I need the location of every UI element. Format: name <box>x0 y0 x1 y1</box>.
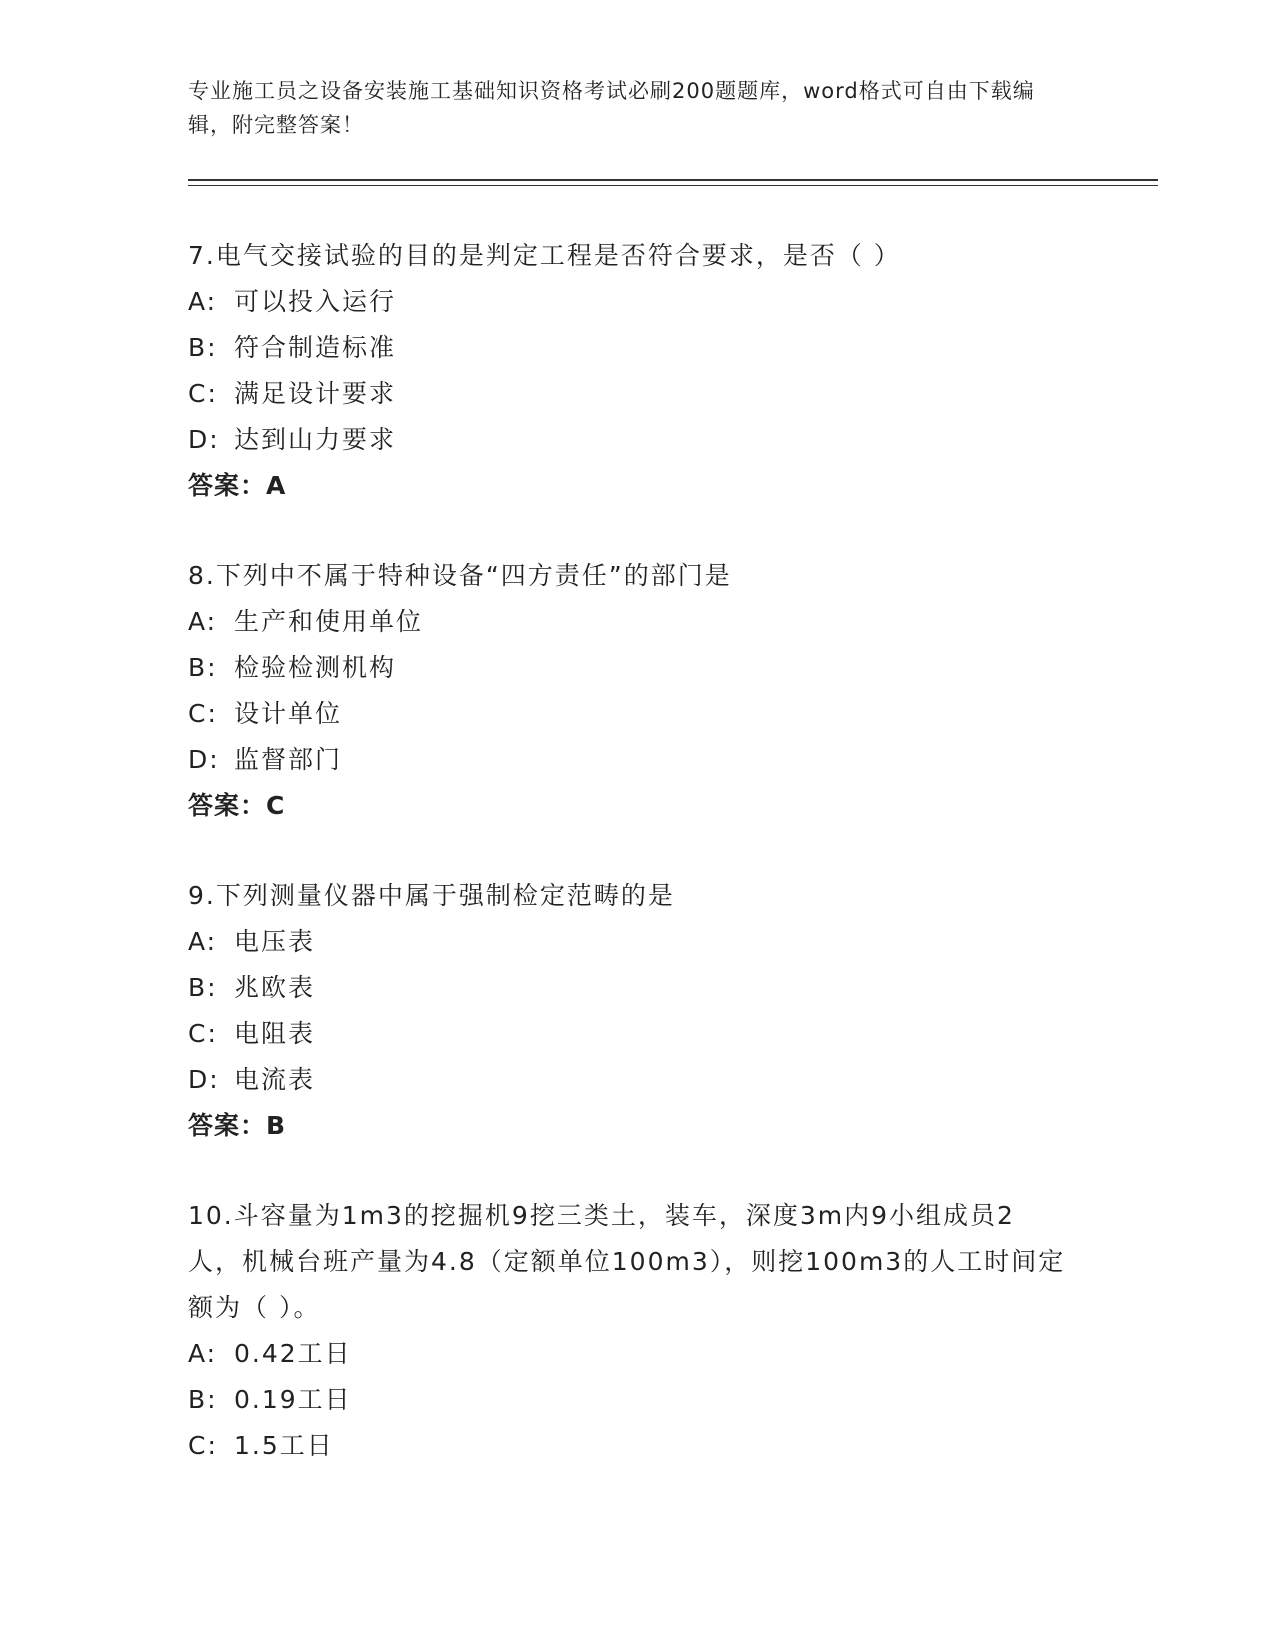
option-b <box>188 325 1068 371</box>
option-b <box>188 965 1068 1011</box>
option-text: 电流表 <box>234 1065 316 1094</box>
header-divider-thick <box>188 179 1158 181</box>
document-header: 专业施工员之设备安装施工基础知识资格考试必刷200题题库，word格式可自由下载编辑，附完整答案！ <box>188 79 1035 137</box>
option-a <box>188 1331 1068 1377</box>
option-b <box>188 645 1068 691</box>
option-a <box>188 919 1068 965</box>
option-c <box>188 371 1068 417</box>
question-title: 7.电气交接试验的目的是判定工程是否符合要求，是否（ ） <box>188 241 901 270</box>
option-letter: B: <box>188 973 218 1002</box>
option-a <box>188 279 1068 325</box>
option-text: 监督部门 <box>234 745 343 774</box>
option-letter: C: <box>188 1431 218 1460</box>
option-text: 兆欧表 <box>234 973 316 1002</box>
option-letter: A: <box>188 927 218 956</box>
option-letter: C: <box>188 1019 218 1048</box>
question-10 <box>188 1193 1068 1469</box>
option-letter: D: <box>188 425 220 454</box>
option-text: 设计单位 <box>234 699 343 728</box>
answer-line: 答案：B <box>188 1111 287 1140</box>
option-text: 电阻表 <box>234 1019 316 1048</box>
option-d <box>188 417 1068 463</box>
option-text: 符合制造标准 <box>234 333 397 362</box>
option-letter: B: <box>188 1385 218 1414</box>
option-letter: A: <box>188 607 218 636</box>
option-text: 1.5工日 <box>234 1431 334 1460</box>
question-8 <box>188 553 1068 829</box>
option-text: 0.42工日 <box>234 1339 352 1368</box>
option-text: 0.19工日 <box>234 1385 352 1414</box>
option-letter: D: <box>188 745 220 774</box>
option-letter: D: <box>188 1065 220 1094</box>
option-text: 可以投入运行 <box>234 287 397 316</box>
option-letter: C: <box>188 699 218 728</box>
option-c <box>188 1423 1068 1469</box>
question-title: 10.斗容量为1m3的挖掘机9挖三类土，装车，深度3m内9小组成员2人，机械台班产量为4.8（定额单位100m3），则挖100m3的人工时间定额为（ ）。 <box>188 1201 1066 1322</box>
option-c <box>188 1011 1068 1057</box>
answer-line: 答案：A <box>188 471 287 500</box>
question-7 <box>188 233 1068 509</box>
option-c <box>188 691 1068 737</box>
option-letter: A: <box>188 287 218 316</box>
option-d <box>188 737 1068 783</box>
option-b <box>188 1377 1068 1423</box>
header-divider-thin <box>188 185 1158 186</box>
answer-line: 答案：C <box>188 791 286 820</box>
option-letter: B: <box>188 653 218 682</box>
option-text: 电压表 <box>234 927 316 956</box>
option-text: 达到山力要求 <box>234 425 397 454</box>
option-letter: C: <box>188 379 218 408</box>
question-title: 8.下列中不属于特种设备“四方责任”的部门是 <box>188 561 732 590</box>
option-text: 生产和使用单位 <box>234 607 424 636</box>
option-a <box>188 599 1068 645</box>
option-letter: A: <box>188 1339 218 1368</box>
option-d <box>188 1057 1068 1103</box>
question-title: 9.下列测量仪器中属于强制检定范畴的是 <box>188 881 675 910</box>
question-9 <box>188 873 1068 1149</box>
option-text: 满足设计要求 <box>234 379 397 408</box>
option-text: 检验检测机构 <box>234 653 397 682</box>
option-letter: B: <box>188 333 218 362</box>
